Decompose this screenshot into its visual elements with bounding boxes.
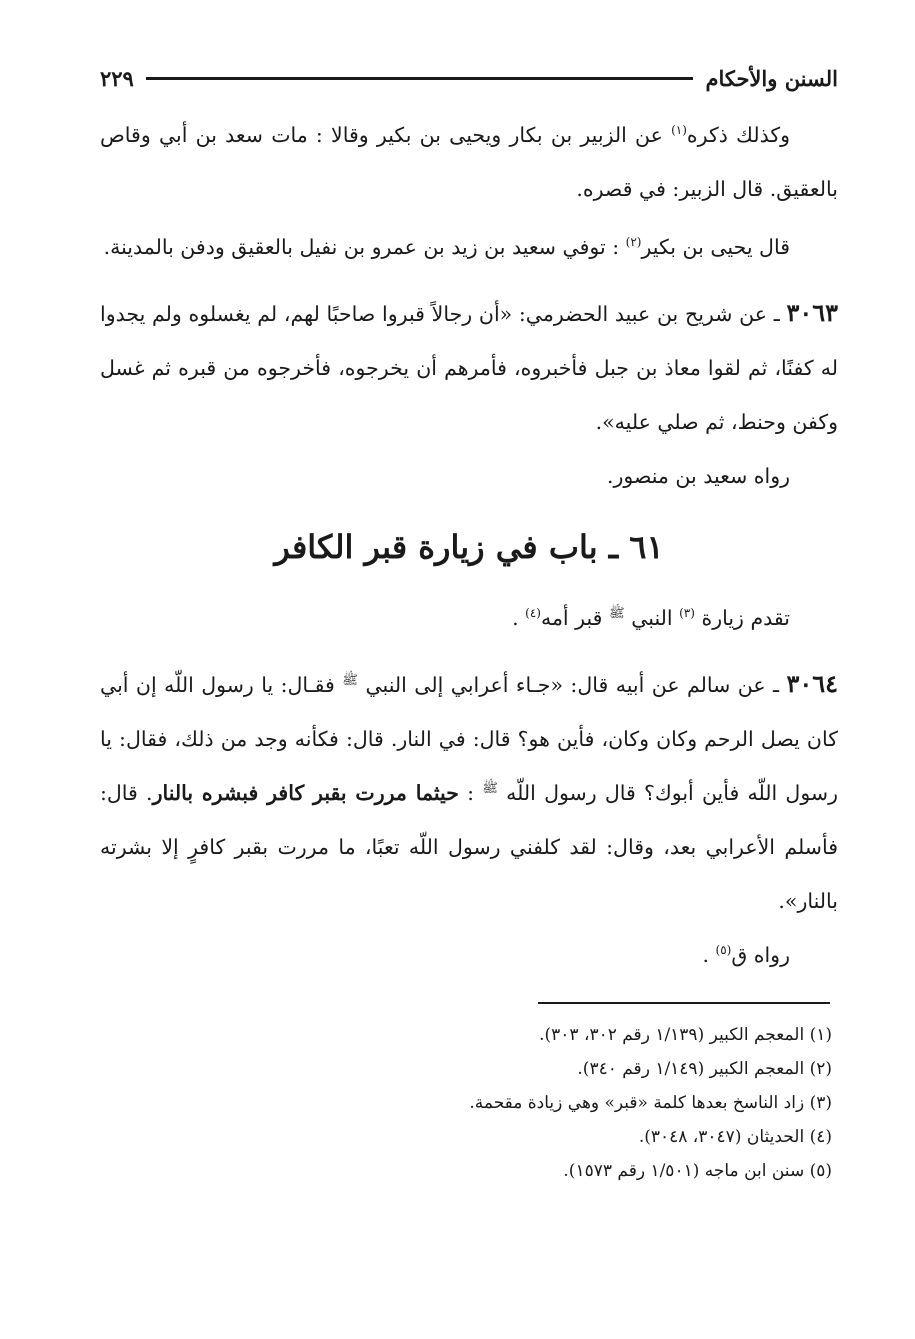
page-header (100, 58, 838, 98)
header-rule (146, 77, 694, 80)
paragraph-yahya (100, 220, 838, 274)
text-run: رواه ق (731, 943, 790, 967)
salutation-glyph: ﷺ (482, 781, 498, 797)
footnote-1: (١) المعجم الكبير (١/١٣٩ رقم ٣٠٢، ٣٠٣). (539, 1025, 832, 1045)
prophetic-saying: حيثما مررت بقبر كافر فبشره بالنار (152, 781, 459, 805)
text-run: ـ عن سالم عن أبيه قال: «جـاء أعرابي إلى النبي (358, 673, 787, 697)
hadith-3063 (100, 286, 838, 449)
footnote-ref-2: (٢) (625, 235, 642, 250)
text-run: عن الزبير بن بكار ويحيى بن بكير وقالا : مات سعد بن أبي وقاص بالعقيق. قال الزبير: في قصره. (100, 123, 838, 201)
footnotes (100, 1018, 832, 1188)
footnote-ref-3: (٣) (679, 606, 695, 621)
footnote-ref-4: (٤) (525, 606, 541, 621)
chapter-intro (100, 591, 838, 645)
salutation-glyph: ﷺ (342, 673, 359, 689)
main-text (100, 108, 838, 982)
hadith-number: ٣٠٦٤ (786, 669, 839, 698)
text-run: النبي (624, 606, 680, 630)
footnote-2: (٢) المعجم الكبير (١/١٤٩ رقم ٣٤٠). (577, 1059, 832, 1079)
text-run: . (512, 606, 526, 630)
footnote-4: (٤) الحديثان (٣٠٤٧، ٣٠٤٨). (638, 1127, 832, 1147)
hadith-text: ـ عن شريح بن عبيد الحضرمي: «أن رجالاً قبروا صاحبًا لهم، لم يغسلوه ولم يجدوا له كفنًا، ثم لقوا معاذ بن جبل فأخبروه، فأمرهم أن يخرجوه، فأخرجوه من قبره ثم غسل وكفن وحنط، ثم صلي عليه». (100, 302, 838, 434)
text-run: : (458, 781, 483, 805)
page-number: ٢٢٩ (100, 65, 134, 91)
text-run: تقدم زيارة (694, 606, 790, 630)
text-run: . قال: فأسلم الأعرابي بعد، وقال: لقد كلفني رسول اللّه تعبًا، ما مررت بقبر كافرٍ إلا بشرته بالنار». (100, 781, 838, 913)
hadith-3063-riwaya: رواه سعيد بن منصور. (606, 464, 790, 488)
footnote-ref-1: (١) (671, 123, 687, 138)
text-run: قبر أمه (540, 606, 609, 630)
footnote-3: (٣) زاد الناسخ بعدها كلمة «قبر» وهي زيادة مقحمة. (469, 1093, 832, 1113)
salutation-glyph: ﷺ (608, 606, 625, 622)
text-run: : توفي سعيد بن زيد بن عمرو بن نفيل بالعقيق ودفن بالمدينة. (103, 235, 626, 259)
hadith-number: ٣٠٦٣ (786, 298, 838, 327)
chapter-heading: ٦١ ـ باب في زيارة قبر الكافر (274, 528, 664, 566)
footnote-5: (٥) سنن ابن ماجه (١/٥٠١ رقم ١٥٧٣). (563, 1161, 832, 1181)
hadith-3064 (100, 657, 838, 928)
running-title: السنن والأحكام (705, 65, 838, 91)
text-run: . (702, 943, 716, 967)
hadith-3064-riwaya (100, 928, 838, 982)
text-run: قال يحيى بن بكير (641, 235, 790, 259)
text-run: فقـال: يا رسول اللّه إن أبي كان يصل الرحم وكان وكان، فأين هو؟ قال: في النار. قال: فكأنه وجد من ذلك، فقال: يا رسول اللّه فأين أبوك؟ قال رسول اللّه (100, 673, 838, 805)
text-run: وكذلك ذكره (686, 123, 790, 147)
footnote-ref-5: (٥) (715, 943, 732, 958)
paragraph-zakarahu (100, 108, 838, 216)
footnote-rule (538, 1002, 830, 1004)
